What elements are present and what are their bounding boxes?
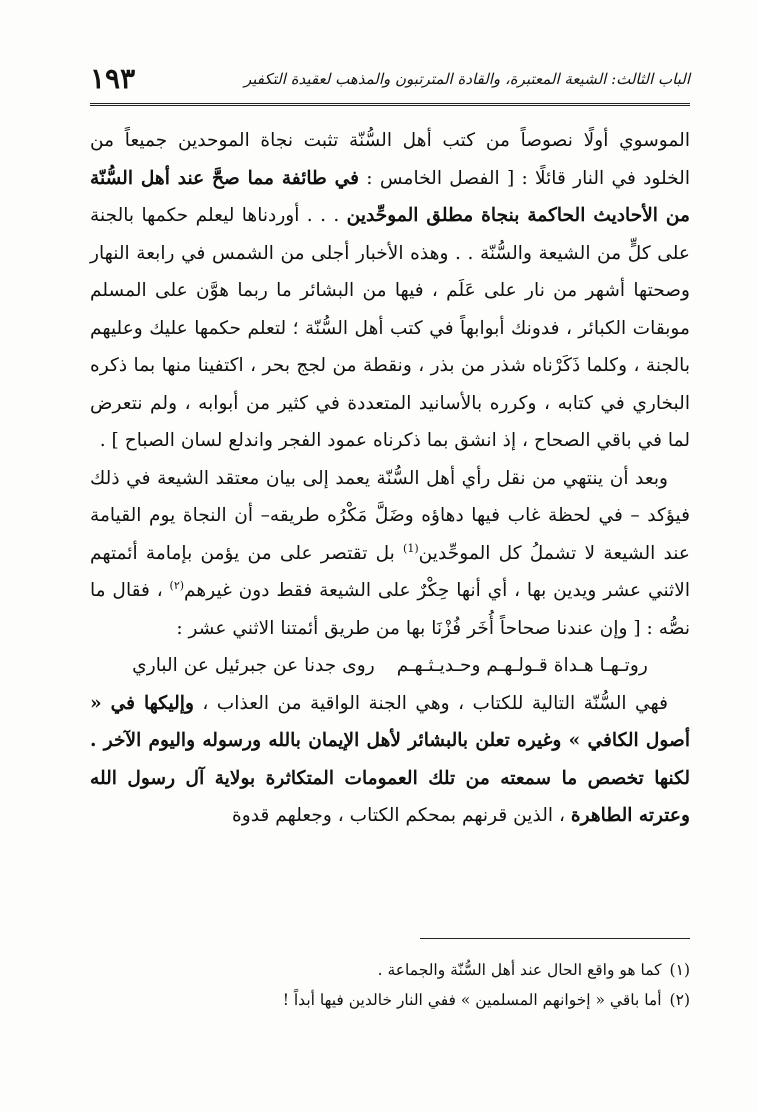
bold-text: وإليكها في « أصول الكافي » وغيره تعلن بالبشائر لأهل الإيمان بالله ورسوله واليوم الآخر . لكنها تخصص ما سمعته من تلك العمومات المتكاثرة بولاية آل رسول الله وعترته الطاهرة [90,692,690,826]
body-text [90,122,690,922]
poem-hemistich: روتـهـا هـداة قـولـهـم وحـديـثـهـم [396,655,648,676]
text-segment: بل تقتصر على من يؤمن بإمامة أئمتهم الاثني عشر ويدين بها ، أي أنها حِكْرٌ على الشيعة فقط دون غيرهم [90,542,690,601]
footnote-text: أما باقي « إخوانهم المسلمين » ففي النار خالدين فيها أبداً ! [282,991,662,1009]
paragraph [90,122,690,460]
text-segment: ، فقال ما نصُّه : [ وإن عندنا صحاحاً أُخَر فُزْنَا بها من طريق أئمتنا الاثني عشر : [90,580,690,639]
text-segment: ، الذين قرنهم بمحكم الكتاب ، وجعلهم قدوة [232,805,571,826]
running-head: الباب الثالث: الشيعة المعتبرة، والقادة المترتبون والمذهب لعقيدة التكفير [243,70,690,88]
text-segment: وبعد أن ينتهي من نقل رأي أهل السُّنّة يعمد إلى بيان معتقد الشيعة في ذلك فيؤكد – في لحظة غاب فيها دهاؤه وضَلَّ مَكْرُه طريقه– أن النجاة يوم القيامة عند الشيعة لا تشملُ كل الموحِّدين [90,467,690,564]
header-rule [90,103,690,108]
paragraph [90,460,690,648]
page-header [90,62,690,102]
footnote-text: كما هو واقع الحال عند أهل السُّنّة والجماعة . [377,961,662,979]
footnote [90,985,690,1015]
footnotes [90,955,690,1015]
bold-text: في طائفة مما صحَّ عند أهل السُّنّة من الأحاديث الحاكمة بنجاة مطلق الموحِّدين [90,167,691,226]
footnote [90,955,690,985]
paragraph [90,685,690,835]
text-segment: . . . أوردناها ليعلم حكمها بالجنة على كلٍّ من الشيعة والسُّنّة . . وهذه الأخبار أجلى من الشمس في رابعة النهار وصحتها أشهر من نار على عَلَم ، فيها من البشائر ما ربما هوَّن على المسلم موبقات الكبائر ، فدونك أبوابهاً في كتب أهل السُّنّة ؛ لتعلم حكمها عليك وعليهم بالجنة ، وكلما ذَكَرْناه شذر من بذر ، ونقطة من لجج بحر ، اكتفينا منها بما ذكره البخاري في كتابه ، وكرره بالأسانيد المتعددة في كثير من أبوابه ، ولم نتعرض لما في باقي الصحاح ، إذ انشق بما ذكرناه عمود الفجر واندلع لسان الصباح ] . [90,205,690,451]
poem-hemistich: روى جدنا عن جبرئيل عن الباري [132,655,375,676]
footnote-rule [420,938,690,939]
page-number: ١٩٣ [90,62,136,95]
footnote-reference: (٢) [169,578,185,592]
text-segment: الموسوي أولًا نصوصاً من كتب أهل السُّنّة تثبت نجاة الموحدين جميعاً من الخلود في النار قائلًا : [ الفصل الخامس : [90,130,690,189]
footnote-marker: (١) [669,961,690,979]
text-segment: فهي السُّنّة التالية للكتاب ، وهي الجنة الواقية من العذاب ، [193,692,668,714]
poem-verse [90,647,690,685]
footnote-reference: (1) [403,541,419,555]
footnote-marker: (٢) [669,991,690,1009]
